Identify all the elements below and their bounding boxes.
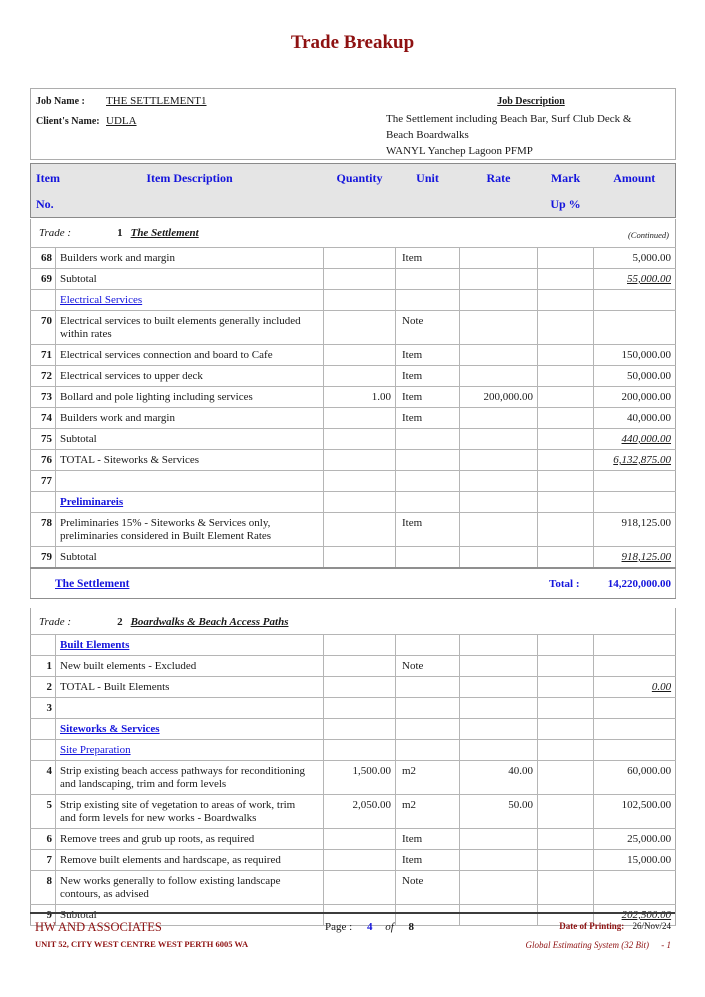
qty-cell [324, 829, 396, 850]
desc-cell [56, 366, 324, 387]
table-row [31, 740, 676, 761]
description-text: Strip existing site of vegetation to areas of work, trim [60, 799, 296, 811]
desc-cell[interactable] [56, 719, 324, 740]
rate-cell [460, 719, 538, 740]
page-of-label: of [385, 921, 394, 933]
unit-cell: Item [396, 829, 460, 850]
trade-label: Trade : [39, 616, 72, 628]
rate-cell [460, 513, 538, 547]
mark-cell [538, 408, 594, 429]
rate-cell [460, 248, 538, 269]
description-text: preliminaries considered in Built Element Rates [60, 530, 272, 542]
client-name-label: Client's Name: [36, 116, 100, 127]
table-row [31, 656, 676, 677]
amount-cell: 5,000.00 [594, 248, 676, 269]
desc-cell [56, 408, 324, 429]
trade-total-name[interactable]: The Settlement [55, 578, 130, 590]
no-cell: 74 [31, 408, 56, 429]
unit-cell [396, 547, 460, 569]
qty-cell [324, 698, 396, 719]
amount-cell: 40,000.00 [594, 408, 676, 429]
job-description-label: Job Description [497, 96, 565, 107]
no-cell [31, 719, 56, 740]
table-row [31, 698, 676, 719]
amount-cell: 200,000.00 [594, 387, 676, 408]
date-of-printing [559, 921, 671, 931]
printing-label: Date of Printing: [559, 921, 625, 931]
qty-cell [324, 740, 396, 761]
amount-cell: 202,500.00 [594, 905, 676, 926]
mark-cell [538, 677, 594, 698]
rate-cell [460, 429, 538, 450]
no-cell: 6 [31, 829, 56, 850]
rate-cell [460, 471, 538, 492]
no-cell [31, 740, 56, 761]
rate-cell: 40.00 [460, 761, 538, 795]
mark-cell [538, 795, 594, 829]
trade-heading-cell [31, 608, 676, 635]
description-text: Electrical services connection and board to Cafe [60, 349, 273, 361]
description-text: Electrical services to upper deck [60, 370, 203, 382]
unit-cell: Note [396, 311, 460, 345]
desc-cell [56, 429, 324, 450]
description-text: Bollard and pole lighting including services [60, 391, 253, 403]
description-text: TOTAL - Built Elements [60, 681, 170, 693]
no-cell: 75 [31, 429, 56, 450]
rate-header: Rate [486, 171, 511, 185]
unit-cell: Item [396, 850, 460, 871]
table-row [31, 850, 676, 871]
qty-cell [324, 719, 396, 740]
desc-cell [56, 677, 324, 698]
mark-cell [538, 450, 594, 471]
description-text: Strip existing beach access pathways for reconditioning [60, 765, 305, 777]
no-cell: 4 [31, 761, 56, 795]
section-heading-link[interactable]: Electrical Services [60, 294, 143, 306]
desc-cell [56, 471, 324, 492]
mark-cell [538, 311, 594, 345]
description-text: Builders work and margin [60, 412, 175, 424]
table-row [31, 547, 676, 569]
table-row [31, 795, 676, 829]
description-text: Subtotal [60, 909, 97, 921]
rate-cell [460, 850, 538, 871]
rate-cell [460, 740, 538, 761]
desc-cell [56, 547, 324, 569]
trade-number: 1 [117, 227, 123, 239]
rate-cell [460, 871, 538, 905]
rate-cell [460, 366, 538, 387]
desc-cell [56, 345, 324, 366]
company-address: UNIT 52, CITY WEST CENTRE WEST PERTH 6005 WA [35, 939, 249, 949]
description-text: Subtotal [60, 273, 97, 285]
no-cell: 3 [31, 698, 56, 719]
desc-cell [56, 795, 324, 829]
job-description-text [386, 111, 631, 159]
amount-header: Amount [613, 171, 656, 185]
qty-cell: 1,500.00 [324, 761, 396, 795]
desc-cell [56, 387, 324, 408]
description-header: Item Description [146, 171, 233, 185]
table-row [31, 429, 676, 450]
amount-cell [594, 492, 676, 513]
mark-cell [538, 698, 594, 719]
no-cell: 69 [31, 269, 56, 290]
markup-header: Mark Up % [550, 171, 581, 211]
amount-cell: 0.00 [594, 677, 676, 698]
rate-cell [460, 656, 538, 677]
qty-cell [324, 635, 396, 656]
description-text: and form levels for new works - Boardwalks [60, 812, 257, 824]
unit-cell: m2 [396, 795, 460, 829]
amount-cell [594, 290, 676, 311]
rate-cell [460, 290, 538, 311]
table-row [31, 677, 676, 698]
trade-section-table [30, 219, 676, 599]
amount-cell: 918,125.00 [594, 547, 676, 569]
unit-cell: Item [396, 513, 460, 547]
table-row [31, 366, 676, 387]
rate-cell [460, 269, 538, 290]
continued-note: (Continued) [627, 230, 670, 240]
page-total: 8 [408, 921, 415, 933]
table-row [31, 408, 676, 429]
qty-cell [324, 366, 396, 387]
description-text: Subtotal [60, 551, 97, 563]
table-row [31, 871, 676, 905]
description-text: Subtotal [60, 433, 97, 445]
rate-cell [460, 492, 538, 513]
mark-cell [538, 871, 594, 905]
no-cell: 2 [31, 677, 56, 698]
unit-cell [396, 677, 460, 698]
description-text: and landscaping, trim and form levels [60, 778, 227, 790]
unit-cell: Note [396, 656, 460, 677]
item-no-header: Item No. [36, 171, 60, 211]
job-description-line: Beach Boardwalks [386, 129, 469, 141]
table-row [31, 513, 676, 547]
page-indicator [325, 921, 414, 933]
description-text: Preliminaries 15% - Siteworks & Services only, [60, 517, 271, 529]
description-text: Electrical services to built elements generally included [60, 315, 301, 327]
mark-cell [538, 366, 594, 387]
mark-cell [538, 429, 594, 450]
amount-cell [594, 871, 676, 905]
mark-cell [538, 387, 594, 408]
amount-cell: 25,000.00 [594, 829, 676, 850]
job-description-line: WANYL Yanchep Lagoon PFMP [386, 145, 533, 157]
rate-cell [460, 829, 538, 850]
qty-cell [324, 656, 396, 677]
amount-cell: 440,000.00 [594, 429, 676, 450]
no-cell [31, 290, 56, 311]
qty-cell [324, 871, 396, 905]
table-row [31, 269, 676, 290]
no-cell [31, 492, 56, 513]
table-row [31, 635, 676, 656]
amount-cell [594, 311, 676, 345]
amount-cell: 15,000.00 [594, 850, 676, 871]
desc-cell[interactable] [56, 635, 324, 656]
no-cell: 7 [31, 850, 56, 871]
qty-cell [324, 345, 396, 366]
section-heading-link[interactable]: Site Preparation [60, 744, 131, 756]
table-row [31, 450, 676, 471]
mark-cell [538, 513, 594, 547]
table-row [31, 471, 676, 492]
table-row [31, 345, 676, 366]
trade-name: Boardwalks & Beach Access Paths [130, 616, 289, 628]
rate-cell [460, 547, 538, 569]
mark-cell [538, 547, 594, 569]
desc-cell[interactable] [56, 492, 324, 513]
desc-cell [56, 656, 324, 677]
amount-cell: 60,000.00 [594, 761, 676, 795]
rate-cell [460, 635, 538, 656]
no-cell: 9 [31, 905, 56, 926]
table-row [31, 761, 676, 795]
unit-cell: Note [396, 871, 460, 905]
unit-cell: m2 [396, 761, 460, 795]
unit-cell [396, 719, 460, 740]
page-title: Trade Breakup [290, 32, 415, 53]
job-description-line: The Settlement including Beach Bar, Surf Club Deck & [386, 113, 632, 125]
desc-cell[interactable] [56, 290, 324, 311]
trade-heading-cell [31, 219, 676, 248]
qty-cell [324, 290, 396, 311]
unit-cell [396, 492, 460, 513]
table-row [31, 248, 676, 269]
amount-cell [594, 698, 676, 719]
unit-cell: Item [396, 408, 460, 429]
no-cell: 71 [31, 345, 56, 366]
rate-cell [460, 698, 538, 719]
amount-cell: 150,000.00 [594, 345, 676, 366]
amount-cell [594, 740, 676, 761]
job-name-label: Job Name : [36, 96, 85, 107]
page-number: 4 [366, 921, 373, 933]
description-text: New built elements - Excluded [60, 660, 197, 672]
no-cell: 5 [31, 795, 56, 829]
qty-cell [324, 677, 396, 698]
unit-cell [396, 471, 460, 492]
trade-number: 2 [117, 616, 123, 628]
qty-cell [324, 248, 396, 269]
no-cell: 1 [31, 656, 56, 677]
desc-cell [56, 269, 324, 290]
unit-cell [396, 635, 460, 656]
amount-cell [594, 656, 676, 677]
desc-cell [56, 311, 324, 345]
no-cell: 8 [31, 871, 56, 905]
description-text: within rates [60, 328, 112, 340]
qty-cell [324, 492, 396, 513]
client-name-value: UDLA [106, 115, 137, 127]
trade-sections [30, 219, 675, 926]
mark-cell [538, 635, 594, 656]
unit-cell [396, 269, 460, 290]
rate-cell: 200,000.00 [460, 387, 538, 408]
page-label: Page : [325, 921, 353, 933]
no-cell: 72 [31, 366, 56, 387]
qty-cell [324, 429, 396, 450]
rate-cell [460, 677, 538, 698]
system-note: Global Estimating System (32 Bit) - 1 [525, 940, 671, 950]
mark-cell [538, 850, 594, 871]
qty-cell [324, 269, 396, 290]
mark-cell [538, 740, 594, 761]
trade-heading-row [31, 219, 676, 248]
no-cell: 70 [31, 311, 56, 345]
desc-cell [56, 248, 324, 269]
rate-cell: 50.00 [460, 795, 538, 829]
mark-cell [538, 829, 594, 850]
no-cell: 79 [31, 547, 56, 569]
desc-cell[interactable] [56, 740, 324, 761]
unit-cell: Item [396, 387, 460, 408]
amount-cell [594, 635, 676, 656]
rate-cell [460, 408, 538, 429]
unit-cell: Item [396, 366, 460, 387]
amount-cell: 918,125.00 [594, 513, 676, 547]
qty-cell [324, 513, 396, 547]
description-text: Builders work and margin [60, 252, 175, 264]
table-row [31, 290, 676, 311]
table-row [31, 829, 676, 850]
unit-cell [396, 450, 460, 471]
company-name: HW AND ASSOCIATES [35, 920, 162, 934]
total-label: Total : [324, 568, 594, 599]
qty-cell [324, 450, 396, 471]
mark-cell [538, 761, 594, 795]
qty-cell [324, 471, 396, 492]
trade-total-row [31, 568, 676, 599]
section-heading-link[interactable]: Built Elements [60, 639, 130, 651]
mark-cell [538, 269, 594, 290]
page-footer [30, 912, 675, 964]
no-cell: 68 [31, 248, 56, 269]
job-info-box [30, 88, 676, 160]
description-text: Remove trees and grub up roots, as required [60, 833, 255, 845]
desc-cell [56, 698, 324, 719]
qty-cell [324, 850, 396, 871]
quantity-header: Quantity [336, 171, 383, 185]
no-cell: 73 [31, 387, 56, 408]
unit-cell [396, 290, 460, 311]
rate-cell [460, 450, 538, 471]
amount-cell [594, 471, 676, 492]
mark-cell [538, 290, 594, 311]
qty-cell: 1.00 [324, 387, 396, 408]
desc-cell [56, 829, 324, 850]
section-heading-link[interactable]: Siteworks & Services [60, 723, 160, 735]
desc-cell [56, 513, 324, 547]
rate-cell [460, 311, 538, 345]
desc-cell [56, 761, 324, 795]
unit-cell [396, 740, 460, 761]
table-row [31, 387, 676, 408]
table-row [31, 311, 676, 345]
unit-cell [396, 698, 460, 719]
total-amount: 14,220,000.00 [594, 568, 676, 599]
description-text: Remove built elements and hardscape, as required [60, 854, 281, 866]
no-cell [31, 635, 56, 656]
trade-total-name-cell[interactable] [31, 568, 324, 599]
qty-cell [324, 311, 396, 345]
mark-cell [538, 248, 594, 269]
no-cell: 77 [31, 471, 56, 492]
table-column-header [30, 163, 676, 218]
qty-cell: 2,050.00 [324, 795, 396, 829]
printing-date: 26/Nov/24 [632, 921, 671, 931]
section-heading-link[interactable]: Preliminareis [60, 496, 124, 508]
amount-cell: 55,000.00 [594, 269, 676, 290]
description-text: contours, as advised [60, 888, 149, 900]
description-text: TOTAL - Siteworks & Services [60, 454, 200, 466]
trade-heading-row [31, 608, 676, 635]
qty-cell [324, 547, 396, 569]
desc-cell [56, 850, 324, 871]
no-cell: 78 [31, 513, 56, 547]
trade-label: Trade : [39, 227, 72, 239]
amount-cell [594, 719, 676, 740]
job-name-value: THE SETTLEMENT1 [106, 95, 207, 107]
unit-cell: Item [396, 248, 460, 269]
table-row [31, 492, 676, 513]
trade-section-table [30, 608, 676, 926]
amount-cell: 102,500.00 [594, 795, 676, 829]
mark-cell [538, 471, 594, 492]
rate-cell [460, 345, 538, 366]
mark-cell [538, 656, 594, 677]
desc-cell [56, 450, 324, 471]
mark-cell [538, 719, 594, 740]
mark-cell [538, 345, 594, 366]
no-cell: 76 [31, 450, 56, 471]
qty-cell [324, 408, 396, 429]
unit-header: Unit [416, 171, 439, 185]
desc-cell [56, 871, 324, 905]
unit-cell [396, 429, 460, 450]
mark-cell [538, 492, 594, 513]
amount-cell: 6,132,875.00 [594, 450, 676, 471]
trade-name: The Settlement [130, 227, 199, 239]
description-text: New works generally to follow existing landscape [60, 875, 281, 887]
amount-cell: 50,000.00 [594, 366, 676, 387]
unit-cell: Item [396, 345, 460, 366]
table-row [31, 719, 676, 740]
